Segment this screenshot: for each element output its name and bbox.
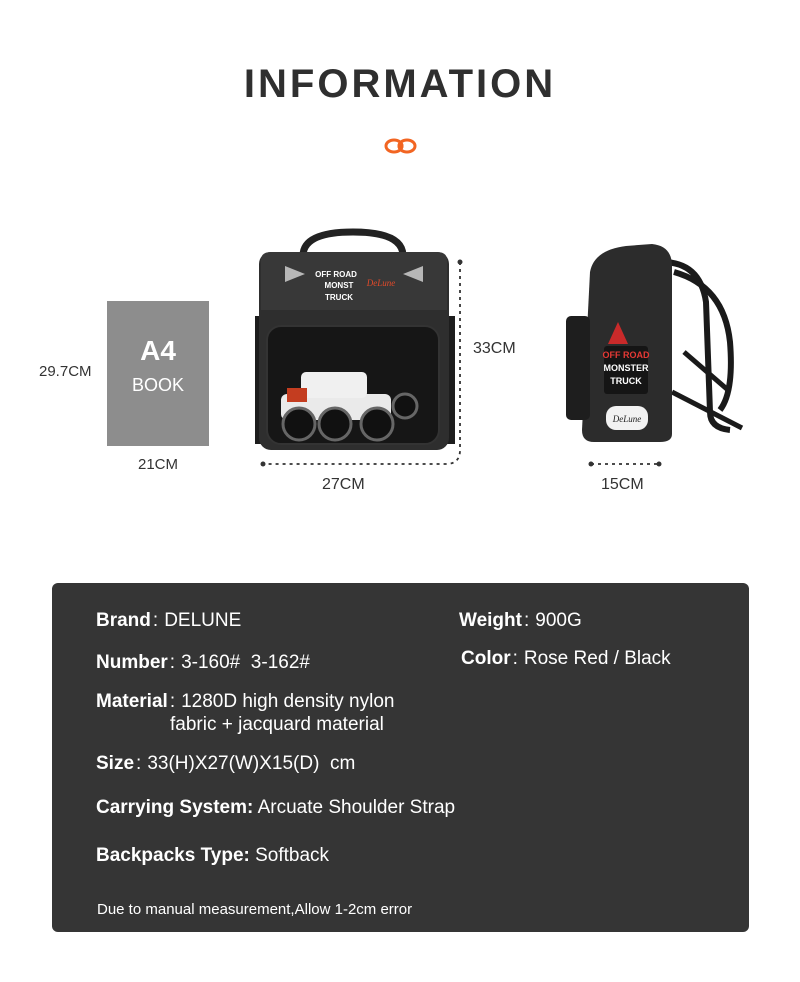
side-depth-dimension: 15CM xyxy=(601,476,644,493)
front-height-dimension: 33CM xyxy=(473,340,516,357)
spec-number-key: Number xyxy=(96,652,168,673)
spec-weight-value: 900G xyxy=(535,610,582,631)
spec-material-value-1: 1280D high density nylon xyxy=(181,691,395,712)
front-print-line-3: TRUCK xyxy=(325,293,353,302)
a4-label: A4 xyxy=(140,335,176,366)
front-dimension-lines xyxy=(255,258,470,474)
a4-height-dimension: 29.7CM xyxy=(39,363,92,380)
a4-book-reference xyxy=(107,301,209,446)
spec-number: Number : 3-160# 3-162# xyxy=(96,652,310,673)
spec-brand-key: Brand xyxy=(96,610,151,631)
front-print-line-1: OFF ROAD xyxy=(315,270,357,279)
spec-color-key: Color xyxy=(461,648,511,669)
spec-material-value-2: fabric + jacquard material xyxy=(170,714,384,735)
spec-brand: Brand : DELUNE xyxy=(96,610,242,631)
spec-color: Color : Rose Red / Black xyxy=(461,648,671,669)
front-logo-text: DeLune xyxy=(366,278,396,288)
spec-size-key: Size xyxy=(96,753,135,774)
side-logo-text: DeLune xyxy=(612,414,642,424)
book-label: BOOK xyxy=(131,375,184,395)
spec-size: Size : 33(H)X27(W)X15(D) cm xyxy=(96,753,356,774)
front-width-dimension: 27CM xyxy=(322,476,365,493)
side-print-line-3: TRUCK xyxy=(610,376,642,386)
backpack-side-image xyxy=(560,232,752,444)
side-print-line-2: MONSTER xyxy=(603,363,649,373)
spec-type-key: Backpacks Type: xyxy=(96,845,250,866)
side-print-line-1: OFF ROAD xyxy=(602,350,650,360)
spec-size-value: 33(H)X27(W)X15(D) cm xyxy=(147,753,356,774)
spec-type-value: Softback xyxy=(255,845,330,866)
spec-number-value: 3-160# 3-162# xyxy=(181,652,310,673)
decorative-rings-icon xyxy=(383,137,419,155)
spec-carrying-system xyxy=(96,796,455,819)
spec-material-key: Material xyxy=(96,691,168,712)
spec-carrying-key: Carrying System: xyxy=(96,797,254,818)
spec-backpack-type xyxy=(96,844,329,867)
spec-brand-value: DELUNE xyxy=(164,610,242,631)
page-title: INFORMATION xyxy=(243,62,557,106)
a4-width-dimension: 21CM xyxy=(138,456,179,473)
spec-weight: Weight : 900G xyxy=(459,610,582,631)
spec-panel xyxy=(52,583,749,932)
spec-material-line-2 xyxy=(170,713,384,736)
side-dimension-line xyxy=(585,458,665,470)
spec-color-value: Rose Red / Black xyxy=(523,648,671,669)
spec-carrying-value: Arcuate Shoulder Strap xyxy=(257,797,456,818)
front-print-line-2: MONST xyxy=(324,281,354,290)
spec-weight-key: Weight xyxy=(459,610,522,631)
measurement-note: Due to manual measurement,Allow 1-2cm error xyxy=(97,901,413,918)
spec-material: Material : 1280D high density nylon xyxy=(96,691,395,712)
